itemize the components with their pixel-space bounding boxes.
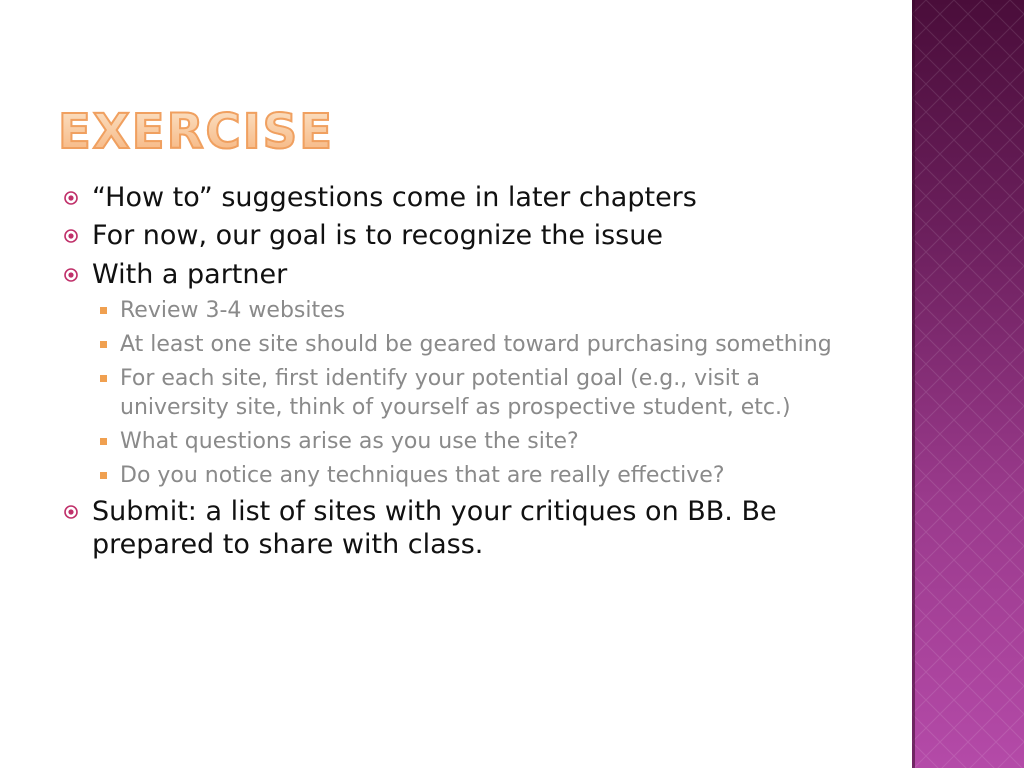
bullet-item <box>62 259 862 291</box>
slide-title: EXERCISE <box>58 104 334 160</box>
sub-bullet-item <box>62 462 862 490</box>
target-bullet-icon <box>64 505 78 519</box>
bullet-item <box>62 220 862 252</box>
diamond-pattern-icon <box>912 0 1024 768</box>
bullet-text: “How to” suggestions come in later chapters <box>92 182 697 213</box>
side-band-divider <box>912 0 915 768</box>
sub-bullet-item <box>62 297 862 325</box>
sub-bullet-list <box>62 297 862 490</box>
sub-bullet-text: At least one site should be geared toward purchasing something <box>120 332 832 358</box>
target-bullet-icon <box>64 268 78 282</box>
square-bullet-icon <box>100 472 107 479</box>
square-bullet-icon <box>100 307 107 314</box>
sub-bullet-text: For each site, first identify your potential goal (e.g., visit a university site, think of yourself as prospective student, etc.) <box>120 366 791 420</box>
sub-bullet-text: What questions arise as you use the site? <box>120 428 579 454</box>
sub-bullet-text: Do you notice any techniques that are really effective? <box>120 462 725 488</box>
sub-bullet-item <box>62 331 862 359</box>
slide-content <box>62 182 862 567</box>
square-bullet-icon <box>100 375 107 382</box>
decorative-side-band <box>912 0 1024 768</box>
target-bullet-icon <box>64 191 78 205</box>
bullet-item <box>62 182 862 214</box>
target-bullet-icon <box>64 229 78 243</box>
bullet-text: Submit: a list of sites with your critiques on BB. Be prepared to share with class. <box>92 496 777 560</box>
sub-bullet-item <box>62 365 862 421</box>
bullet-text: With a partner <box>92 258 288 290</box>
bullet-item <box>62 496 862 561</box>
sub-bullet-text: Review 3-4 websites <box>120 298 346 324</box>
sub-bullet-item <box>62 428 862 456</box>
square-bullet-icon <box>100 341 107 348</box>
square-bullet-icon <box>100 438 107 445</box>
bullet-text: For now, our goal is to recognize the issue <box>92 220 663 252</box>
